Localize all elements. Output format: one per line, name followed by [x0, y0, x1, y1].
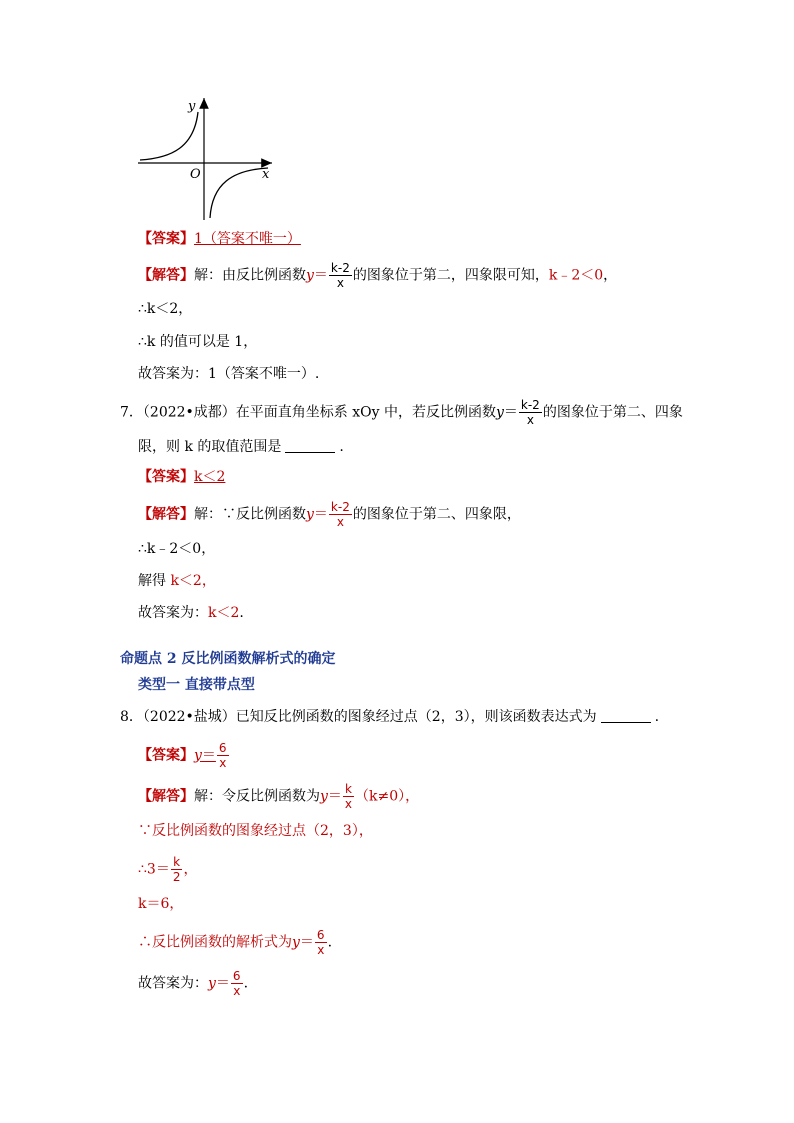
q8-answer-line: 【答案】y＝ $\frac{6}{x}$ — [138, 741, 227, 770]
q6-solution-line1: 【解答】解：由反比例函数y＝ $\frac{k-2}{x}$ 的图象位于第二，四象限可知，k﹣2＜0， — [138, 261, 618, 290]
fraction: $\frac{6}{x}$ — [316, 928, 325, 957]
q6-answer-line — [138, 229, 301, 249]
answer-blank — [285, 438, 335, 453]
hyperbola-graph — [132, 92, 282, 224]
q7-solution-line4: 故答案为：k＜2. — [138, 605, 244, 621]
answer-blank — [601, 708, 651, 723]
fraction: $\frac{k}{2}$ — [172, 855, 181, 884]
fraction: $\frac{k}{x}$ — [344, 782, 353, 811]
q8-solution-line2: ∵反比例函数的图象经过点（2，3）， — [138, 823, 373, 839]
q7-solution-line2: ∴k﹣2＜0， — [138, 541, 216, 557]
answer-tag: 【答案】 — [138, 231, 194, 247]
q8-solution-line5: ∴反比例函数的解析式为y＝ $\frac{6}{x}$ . — [138, 928, 333, 957]
hyperbola-branch-q2 — [140, 112, 198, 160]
y-axis-label: y — [188, 99, 196, 114]
q7-stem-line2: 限，则 k 的取值范围是 . — [138, 439, 344, 455]
q8-stem: 8．（2022•盐城）已知反比例函数的图象经过点（2，3），则该函数表达式为 . — [120, 709, 660, 725]
q8-solution-line3: ∴3＝ $\frac{k}{2}$ ， — [138, 855, 198, 884]
fraction: $\frac{k-2}{x}$ — [520, 398, 540, 427]
fraction: $\frac{k-2}{x}$ — [330, 261, 350, 290]
q8-answer-fraction: $\frac{6}{x}$ — [218, 741, 227, 770]
x-axis-label: x — [262, 167, 270, 182]
solution-tag: 【解答】 — [138, 267, 194, 284]
q6-solution-line4: 故答案为：1（答案不唯一）. — [138, 366, 320, 382]
hyperbola-branch-q4 — [210, 168, 268, 218]
q7-stem-line1: 7．（2022•成都）在平面直角坐标系 xOy 中，若反比例函数y＝ $\frac{k-2}{x}$ 的图象位于第二、四象 — [120, 398, 683, 427]
section-subheading: 类型一 直接带点型 — [138, 677, 255, 693]
q8-solution-line4: k＝6， — [138, 896, 184, 912]
q8-solution-line1: 【解答】解：令反比例函数为y＝ $\frac{k}{x}$ （k≠0）， — [138, 782, 420, 811]
fraction: $\frac{6}{x}$ — [232, 969, 241, 998]
q6-solution-line2: ∴k＜2， — [138, 301, 193, 317]
q7-solution-line1: 【解答】解：∵反比例函数y＝ $\frac{k-2}{x}$ 的图象位于第二、四象限， — [138, 500, 521, 529]
q7-answer-line: 【答案】k＜2 — [138, 469, 226, 485]
q7-answer: k＜2 — [194, 469, 226, 485]
fraction: $\frac{k-2}{x}$ — [330, 500, 350, 529]
q7-solution-line3: 解得 k＜2， — [138, 573, 216, 589]
origin-label: O — [190, 167, 201, 182]
section-heading: 命题点 2 反比例函数解析式的确定 — [120, 651, 336, 667]
q8-solution-line6: 故答案为：y＝ $\frac{6}{x}$ . — [138, 969, 249, 998]
q6-solution-line3: ∴k 的值可以是 1， — [138, 334, 258, 350]
q6-answer: 1（答案不唯一） — [194, 231, 301, 247]
